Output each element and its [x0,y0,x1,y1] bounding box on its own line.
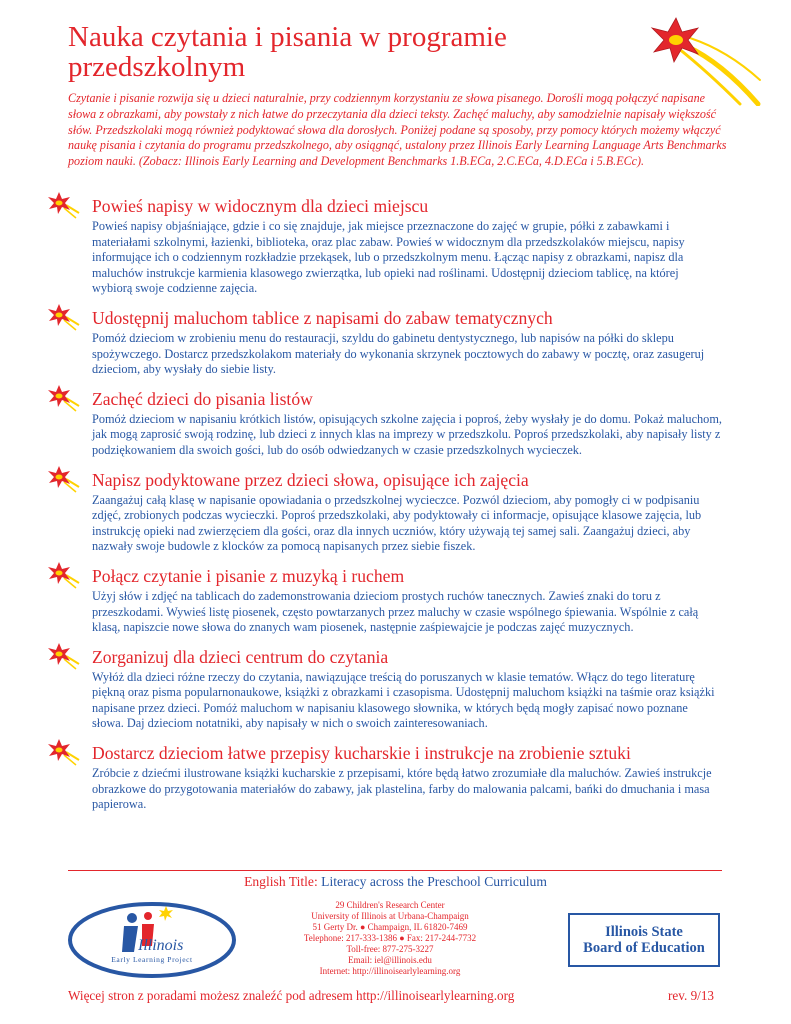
isbe-line: Illinois State [605,924,683,940]
star-bullet-icon [46,642,80,672]
contact-address [270,900,510,977]
tip-heading: Udostępnij maluchom tablice z napisami do zabaw tematycznych [92,307,553,328]
star-bullet-icon [46,465,80,495]
tips-list [0,196,791,824]
tip-body: Pomóż dzieciom w napisaniu krótkich listów, opisujących szkolne zajęcia i poproś, żeby wysłały je do domu. Pokaż maluchom, jak mogą zaprosić swoją rodzinę, lub dzieci z innych klas na imprezy w przedszkolu. Poproś przedszkolaki, aby napisały listy z podziękowaniem dla swoich gości, lub do osób odwiedzanych w czasie przedszkolnych wycieczek. [92,411,722,457]
tip-heading: Dostarcz dzieciom łatwe przepisy kucharskie i instrukcje na zrobienie sztuki [92,743,631,764]
illinois-early-learning-logo [66,896,238,980]
star-bullet-icon [46,738,80,768]
tip-heading: Połącz czytanie i pisanie z muzyką i ruchem [92,565,405,586]
revision-label: rev. 9/13 [668,988,715,1003]
tip-heading: Napisz podyktowane przez dzieci słowa, opisujące ich zajęcia [92,469,529,490]
phone-line: Telephone: 217-333-1386 ● Fax: 217-244-7732 [303,933,477,943]
tip-body: Wyłóż dla dzieci różne rzeczy do czytania, nawiązujące treścią do poruszanych w klasie tematów. Włącz do tego literaturę piękną oraz pisma popularnonaukowe, książki z obrazkami i czasopisma. Udostępnij maluchom książki na taśmie oraz książki napisane przez dzieci. Pomóż maluchom w napisaniu klasowego słownika, w których będą mogły zapisać nowo poznane słowa. Daj dzieciom notatniki, aby napisały w nich o swoich zainteresowaniach. [92,669,715,731]
tip-body: Powieś napisy objaśniające, gdzie i co się znajduje, jak miejsce przeznaczone do zajęć w grupie, półki z zabawkami i materiałami szkolnymi, łazienki, biblioteka, oraz plac zabaw. Powieś w widocznym dla przedszkolaków miejscu, napisy informujące ich o codziennym rozkładzie przekąsek, lub o przedszkolnym menu. Łącząc napisy z obrazkami, napisz dla maluchów instrukcje karmienia klasowego zwierzątka, lub opieki nad roślinami. Udostępnij dzieciom tablicę, na której wybiorą swoje codzienne zajęcia. [92,219,685,296]
tip-item [0,566,722,636]
tip-body: Użyj słów i zdjęć na tablicach do zademonstrowania dzieciom prostych ruchów tanecznych. Zawieś znaki do toru z przeszkodami. Wywieś listę piosenek, często powtarzanych przez maluchy w czasie wspólnego śpiewania. Wspólnie z całą klasą, napiszcie nowe słowa do znanych wam piosenek, następnie zaśpiewajcie je podczas zajęć muzycznych. [92,588,699,635]
internet-line: Internet: http://illinoisearlylearning.org [319,966,461,976]
svg-text:Illinois: Illinois [138,937,184,954]
footer-more-tips: Więcej stron z poradami możesz znaleźć pod adresem http://illinoisearlylearning.org [68,988,515,1003]
tollfree-line: Toll-free: 877-275-3227 [346,944,434,954]
isbe-line: Board of Education [583,940,705,956]
star-bullet-icon [46,303,80,333]
intro-paragraph: Czytanie i pisanie rozwija się u dzieci naturalnie, przy codziennym korzystaniu ze słowa pisanego. Dorośli mogą połączyć napisane słowa z obrazkami, aby powstały z nich łatwe do przeczytania dla dzieci teksty. Zachęć maluchy, aby samodzielnie napisały większość słów. Przedszkolaki mogą również podyktować słowa dla dorosłych. Poniżej podane są sposoby, przy pomocy których możemy włączyć naukę pisania i czytania do programu przedszkolnego, aby osiągnąć, ustalony przez Illinois Early Learning Language Arts Benchmarks poziom nauki. (Zobacz: Illinois Early Learning and Development Benchmarks 1.B.ECa, 2.C.ECa, 4.D.ECa i 5.B.ECc). [68,91,727,169]
tip-heading: Zachęć dzieci do pisania listów [92,388,313,409]
star-bullet-icon [46,561,80,591]
tip-body: Zaangażuj całą klasę w napisanie opowiadania o przedszkolnej wycieczce. Pozwól dzieciom, aby pomogły ci w podpisaniu zdjęć, zrobionych podczas wycieczki. Poproś przedszkolaki, aby podyktowały ci informacje, opisujące klasowe zajęcia, lub instrukcję opieki nad zwierzęciem dla gości, oraz dla innych uczniów, który używają tej samej sali. Zaangażuj dzieci, aby nazwały swoje budowle z klocków za pomocą napisanych przez siebie fiszek. [92,492,702,554]
tip-heading: Powieś napisy w widocznym dla dzieci miejscu [92,196,429,216]
footer-divider [68,870,722,871]
svg-text:Early Learning Project: Early Learning Project [111,955,193,964]
page-title: Nauka czytania i pisania w programie przedszkolnym [68,21,507,83]
address-line: 29 Children's Research Center [335,900,445,910]
tip-item [0,196,722,297]
tip-item [0,389,722,459]
english-title [0,874,791,890]
tip-body: Zróbcie z dziećmi ilustrowane książki kucharskie z przepisami, które będą łatwo zrozumiałe dla maluchów. Zawieś instrukcje obrazkowe do przygotowania materiałów do zabawy, jak plastelina, farby do malowania palcami, bańki do dmuchania i masa papierowa. [92,766,712,812]
star-bullet-icon [46,191,80,221]
tip-heading: Zorganizuj dla dzieci centrum do czytania [92,646,389,667]
isbe-logo [568,913,720,967]
tip-item [0,743,722,813]
star-bullet-icon [46,384,80,414]
email-line: Email: iel@illinois.edu [348,955,432,965]
english-title-label: English Title: [244,874,318,889]
address-line: 51 Gerty Dr. ● Champaign, IL 61820-7469 [312,922,468,932]
tip-body: Pomóż dzieciom w zrobieniu menu do restauracji, szyldu do gabinetu dentystycznego, lub napisów na półki do sklepu spożywczego. Dostarcz przedszkolakom materiały do wykonania skrzynek pocztowych do zabawy w pocztę, oraz zasugeruj dzieciom, aby wysłały do siebie listy. [92,330,705,377]
tip-item [0,470,722,555]
address-line: University of Illinois at Urbana-Champaign [311,911,469,921]
tip-item [0,647,722,732]
english-title-value: Literacy across the Preschool Curriculum [321,874,547,889]
tip-item [0,308,722,378]
